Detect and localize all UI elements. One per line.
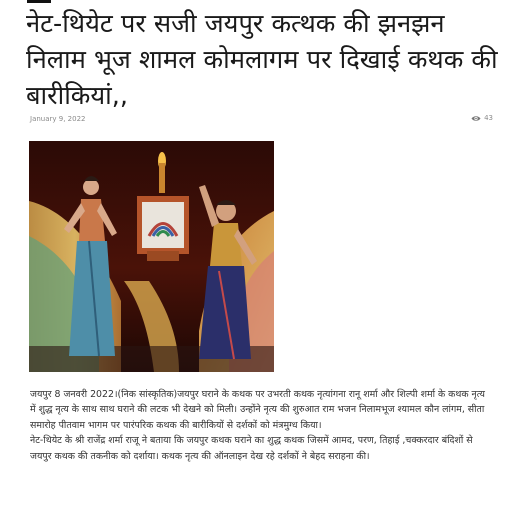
view-count-value: 43 bbox=[484, 114, 493, 122]
top-divider bbox=[27, 0, 51, 3]
article-body bbox=[30, 387, 488, 464]
article-meta bbox=[30, 113, 493, 127]
dance-performance-photo bbox=[29, 141, 274, 372]
article-date[interactable]: January 9, 2022 bbox=[30, 115, 86, 123]
article-paragraph-1: जयपुर 8 जनवरी 2022।(निक सांस्कृतिक)जयपुर घराने के कथक पर उभरती कथक नृत्यांगना रानू शर्मा और शिल्पी शर्मा के कथक नृत्य में शुद्ध नृत्य के साथ साथ घराने की लटक भी देखने को मिली। उन्होंने नृत्य की शुरुआत राम भजन निलामभूज श्यामल कौन लांगम, सीता समारोह पीतवाम भागम पर पारंपरिक कथक की बारीकियों से दर्शकों को मंत्रमुग्ध किया। bbox=[30, 389, 485, 431]
eye-icon bbox=[471, 115, 481, 122]
article-headline: नेट-थियेट पर सजी जयपुर कत्थक की झनझन निलाम भूज शामल कोमलागम पर दिखाई कथक की बारीकियां,, bbox=[26, 9, 498, 111]
article-photo[interactable] bbox=[29, 141, 274, 372]
view-count bbox=[471, 114, 493, 122]
article-paragraph-2: नेट-थियेट के श्री राजेंद्र शर्मा राजू ने बताया कि जयपुर कथक घराने का शुद्ध कथक जिसमें आमद, परण, तिहाई ,चक्करदार बंदिशों से जयपुर कथक की तकनीक को दर्शाया। कथक नृत्य की ऑनलाइन देख रहे दर्शकों ने बेहद सराहना की। bbox=[30, 435, 473, 462]
